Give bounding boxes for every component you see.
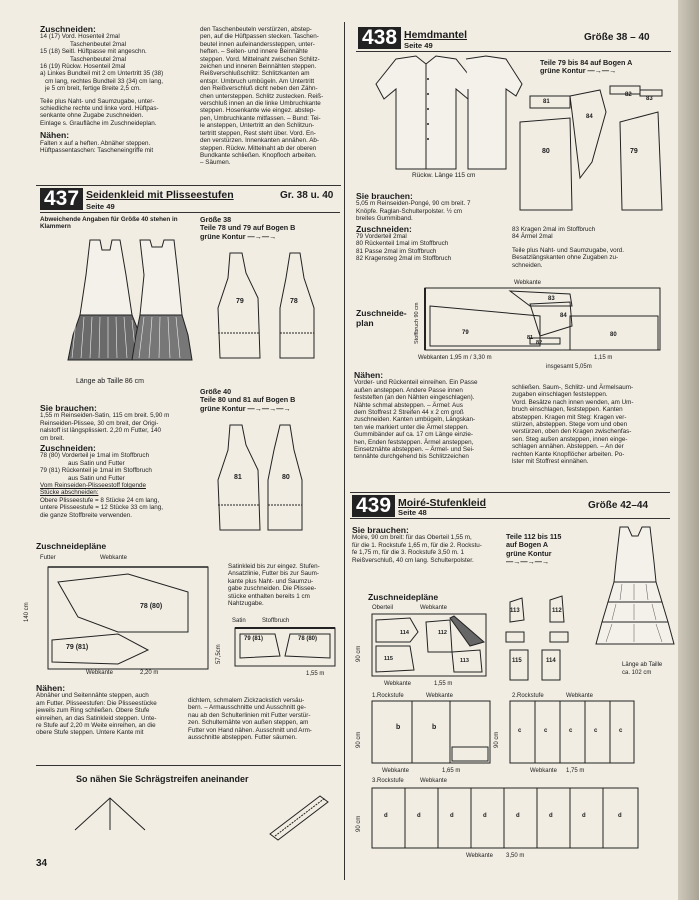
- model-size-439: Größe 42–44: [588, 500, 649, 511]
- rock1-width: 90 cm: [356, 731, 362, 748]
- line: senkante ohne Zugabe zuschneiden.: [40, 112, 144, 120]
- piece-label: 78: [290, 298, 298, 305]
- rock1-webkante-bottom: Webkante: [382, 768, 409, 774]
- materials-heading: Sie brauchen:: [356, 191, 413, 201]
- line: Knöpfe. Raglan-Schulterpolster. ½ cm: [356, 207, 463, 215]
- pattern-pieces-size-40: [200, 420, 340, 540]
- coat-length: Rückw. Länge 115 cm: [412, 172, 476, 179]
- line: – Säumen.: [200, 159, 231, 167]
- plan-heading: Zuschneide-: [356, 308, 407, 318]
- contour-arrows: ―→―→―→: [506, 557, 550, 567]
- line: 81 Passe 2mal im Stoffbruch: [356, 247, 437, 255]
- cutting-plan-oberteil: [370, 612, 490, 680]
- zuschneiden-list: [40, 33, 190, 92]
- materials-heading: Sie brauchen:: [352, 525, 409, 535]
- rock3-label: 3.Rockstufe: [372, 778, 404, 784]
- line: tennähte durchgehend bis Schlitzzeichen: [354, 453, 469, 461]
- size-40-block: [200, 388, 340, 413]
- piece-label: 114: [546, 658, 556, 664]
- line: lster mit Stoffrest einnähen.: [512, 458, 589, 466]
- satin-length-label: 1,55 m: [306, 671, 325, 677]
- line: zuschneiden. Kanten umbügeln, Längskan-: [354, 416, 476, 424]
- line: Besatzlängskanten ohne Zugaben zu-: [512, 254, 619, 262]
- line: verstürzen, oben den Kragen zwischenfas-: [512, 428, 632, 436]
- rock3-piece: d: [384, 813, 388, 819]
- line: 79 Vorderteil 2mal: [356, 233, 407, 241]
- satin-piece-label: 78 (80): [298, 636, 318, 642]
- line: zen. Schulternähte von außen steppen, am: [188, 719, 309, 727]
- line: Bundkante schließen. Knopfloch arbeiten.: [200, 151, 317, 159]
- rock2-width: 90 cm: [494, 731, 500, 748]
- oberteil-webkante-bottom: Webkante: [384, 681, 411, 687]
- line: Nähte schmal absteppen. – Ärmel: Aus: [354, 401, 463, 409]
- line: verschluß innen an die linke Umbruchkante: [200, 100, 321, 108]
- zuschneiden-heading: Zuschneiden:: [40, 24, 96, 34]
- plan-piece-label: 114: [400, 630, 409, 636]
- line: 83 Kragen 2mal im Stoffbruch: [512, 226, 596, 233]
- line: Moire, 90 cm breit: für das Oberteil 1,55 m,: [352, 534, 472, 542]
- size-38-parts: Teile 78 und 79 auf Bogen B: [200, 223, 296, 233]
- rock3-piece: d: [450, 813, 454, 819]
- cutting-plan-satin: [230, 626, 340, 670]
- size-38-block: [200, 216, 340, 241]
- line: am Futter. Plisseestufen: Die Plisseestücke: [36, 699, 157, 707]
- line: jeweils zum Ring schließen. Obere Stufe: [36, 707, 150, 715]
- line: steppen. Vord. Mittelnaht zwischen Schlitz-: [200, 55, 320, 63]
- rock3-webkante-bottom: Webkante: [466, 853, 493, 859]
- line: 79 (81) Rückenteil je 1mal im Stoffbruch: [40, 467, 152, 475]
- line: den Taschenbeuteln verstürzen, abstep-: [200, 26, 312, 33]
- zugabe-text: [40, 98, 190, 128]
- model-title-437: Seidenkleid mit Plisseestufen: [86, 189, 234, 201]
- line: steppen. Hosenkante wie eingez. abstep-: [200, 107, 316, 115]
- plan-webkante-label: Webkante: [100, 555, 127, 561]
- dress-length-437: Länge ab Taille 86 cm: [76, 378, 144, 385]
- line: gabe zuschneiden. Die Plissee-: [228, 585, 317, 593]
- line: sen. Steg außen ansteppen, innen einge-: [512, 435, 628, 443]
- line: chen untersteppen. Schlitz zustecken. Reiß-: [200, 92, 324, 100]
- size-note: Abweichende Angaben für Größe 40 stehen in Klammern: [40, 216, 178, 231]
- piece-label: 82: [625, 92, 632, 98]
- line: ausschnitte absteppen. Futter säumen.: [188, 734, 297, 742]
- line: bruch einschlagen, feststeppen. Kanten: [512, 406, 623, 414]
- line: außen ansteppen. Andere Passe innen: [354, 386, 463, 394]
- rock3-webkante: Webkante: [420, 778, 447, 784]
- divider: [36, 185, 341, 186]
- divider: [350, 492, 670, 493]
- line: Teile plus Naht- und Saumzugabe, vord.: [512, 246, 625, 254]
- plan-piece-label: 79 (81): [66, 644, 89, 651]
- line: Einlage s. Graufläche im Zuschneideplan.: [40, 119, 157, 127]
- cutting-heading: Zuschneiden:: [40, 443, 96, 454]
- line: bern. – Armausschnitte und Ausschnitt ge-: [188, 704, 306, 712]
- sewing-heading: Nähen:: [36, 683, 66, 693]
- line: den Reißverschluß dicht neben den Zähn-: [200, 85, 318, 93]
- line: steppen. Rückw. Mittelnaht ab der oberen: [200, 144, 317, 152]
- satin-note: [228, 563, 340, 607]
- rock2-length: 1,75 m: [566, 768, 585, 774]
- piece-label: 83: [646, 96, 653, 102]
- plan-piece-label: 78 (80): [140, 603, 163, 610]
- model-page-439: Seite 48: [398, 508, 427, 517]
- line: schneiden.: [512, 261, 543, 269]
- materials-heading: Sie brauchen:: [40, 403, 97, 413]
- plan-width-label: 140 cm: [24, 602, 30, 622]
- line: Reißverschlußschlitz: Schlitzkanten am: [200, 70, 310, 78]
- dress-illustration-439: [592, 522, 676, 650]
- line: absteppen. Kragen mit Steg: Kragen ver-: [512, 413, 627, 421]
- oberteil-length: 1,55 m: [434, 681, 453, 687]
- materials-439: [352, 527, 502, 564]
- contour-row: grüne Kontur ―→―→: [540, 66, 617, 76]
- satin-stoffbruch-label: Stoffbruch: [262, 618, 290, 624]
- column-divider: [344, 22, 345, 880]
- rock3-width: 90 cm: [356, 815, 362, 832]
- piece-label: 84: [586, 114, 593, 120]
- plan-length-label: 2,20 m: [140, 670, 159, 676]
- pattern-pieces-size-38: [200, 248, 340, 373]
- sewing-438-cont: [512, 384, 668, 465]
- parts-label: Teile 112 bis 115: [506, 532, 562, 541]
- line: beutel innen aufeinanderssteppen, unter-: [200, 40, 315, 48]
- piece-label: 115: [512, 658, 522, 664]
- size-40-title: Größe 40: [200, 387, 232, 396]
- contour-label: grüne Kontur: [200, 403, 246, 413]
- line: für die 1. Rockstufe 1,65 m, für die 2. Rockstu-: [352, 541, 482, 549]
- line: Vom Reinseiden-Plisseestoff folgende: [40, 482, 146, 490]
- line: pen, Umbruchkante mitfassen. – Bund: Tei-: [200, 114, 321, 122]
- dress-illustration-437: [40, 235, 200, 375]
- line: rechten Kante Knopflöcher arbeiten. Po-: [512, 450, 625, 458]
- rock1-webkante: Webkante: [426, 693, 453, 699]
- line: 14 (17) Vord. Hosenteil 2mal: [40, 33, 120, 41]
- plan-piece-label: 82: [536, 340, 543, 346]
- cutting-plan-heading-439: Zuschneidepläne: [368, 592, 439, 602]
- line: Taschenbeutel 2mal: [70, 40, 127, 48]
- line: 16 (19) Rückw. Hosenteil 2mal: [40, 63, 126, 71]
- model-title-439: Moiré-Stufenkleid: [398, 497, 487, 509]
- line: ten wie markiert unter die Ärmel steppen.: [354, 423, 469, 431]
- piece-label: 112: [552, 608, 562, 614]
- line: Vord. Besätze nach innen wenden, am Um-: [512, 398, 634, 406]
- line: Satinkleid bis zur eingez. Stufen-: [228, 563, 320, 570]
- line: 1,55 m Reinseiden-Satin, 115 cm breit. 5,90 m: [40, 412, 170, 420]
- parts-438: [540, 59, 675, 76]
- rock2-piece: c: [569, 728, 573, 734]
- sewing-438: [354, 372, 506, 461]
- plan-total-label: insgesamt 5,05m: [546, 364, 592, 370]
- naehen-heading: Nähen:: [40, 130, 70, 141]
- rock1-length: 1,65 m: [442, 768, 461, 774]
- bias-strip-title: So nähen Sie Schrägstreifen aneinander: [76, 774, 249, 784]
- piece-label: 113: [510, 608, 520, 614]
- cutting-heading: Zuschneiden:: [356, 223, 412, 234]
- piece-label: 79: [236, 298, 244, 305]
- model-number-437: 437: [40, 188, 83, 210]
- rock2-piece: c: [594, 728, 598, 734]
- line: Ansatzlinie, Futter bis zur Saum-: [228, 570, 319, 578]
- line: einreihen, an das Satinkleid steppen. Unte-: [36, 714, 157, 722]
- line: cm lang, rechtes Bundteil 33 (34) cm lang,: [45, 77, 163, 85]
- line: Abnäher und Seitennähte steppen, auch: [36, 692, 149, 700]
- line: nau ab den Schulterlinien mit Futter verstür-: [188, 711, 311, 719]
- rock3-piece: d: [618, 813, 622, 819]
- line: stürzen, absteppen. Stege vom und oben: [512, 421, 628, 429]
- line: 84 Ärmel 2mal: [512, 233, 553, 241]
- piece-label: 80: [542, 148, 550, 155]
- cutting-plan-rock1: [370, 699, 492, 767]
- rock3-piece: d: [582, 813, 586, 819]
- satin-width-label: 57,5cm: [216, 644, 222, 664]
- divider: [36, 765, 341, 766]
- model-page-437: Seite 49: [86, 202, 115, 211]
- cutting-plan-438: [420, 286, 665, 354]
- rock1-piece: b: [396, 724, 401, 731]
- line: zeichen und inneren Beinnähten steppen.: [200, 63, 317, 71]
- page-edge: [678, 0, 699, 900]
- line: Reinseiden-Plissee, 30 cm breit, der Origi-: [40, 419, 159, 427]
- line: Stücke abschneiden:: [40, 489, 99, 497]
- line: Teile plus Naht- und Saumzugabe, unter-: [40, 97, 155, 105]
- rock3-piece: d: [483, 813, 487, 819]
- line: Taschenbeutel 2mal: [70, 55, 127, 63]
- line: a) Linkes Bundteil mit 2 cm Untertritt 35 (38): [40, 70, 164, 78]
- length-439-value: ca. 102 cm: [622, 670, 652, 676]
- plan-webkante-label: Webkante: [514, 280, 541, 286]
- line: 5,05 m Reinseiden-Pongé, 90 cm breit. 7: [356, 200, 471, 208]
- plan-piece-label: 83: [548, 296, 555, 302]
- plan-stoffbruch-label: Stoffbruch 90 cm: [414, 302, 420, 344]
- oberteil-width: 90 cm: [356, 645, 362, 662]
- plan-futter-label: Futter: [40, 555, 56, 561]
- line: dichtem, schmalem Zickzackstich versäu-: [188, 697, 305, 704]
- cutting-plan-heading-437: Zuschneidepläne: [36, 541, 107, 551]
- sewing-heading: Nähen:: [354, 370, 384, 380]
- plan-heading-2: plan: [356, 318, 374, 328]
- contour-label: grüne Kontur: [506, 548, 552, 558]
- piece-label: 80: [282, 474, 290, 481]
- rock2-webkante-bottom: Webkante: [530, 768, 557, 774]
- oberteil-label: Oberteil: [372, 605, 394, 611]
- bias-strip-diagram: [70, 790, 340, 850]
- line: aus Satin und Futter: [68, 459, 125, 467]
- size-40-contour: grüne Kontur ―→―→―→: [200, 403, 291, 413]
- rock2-piece: c: [619, 728, 623, 734]
- line: fe 1,75 m, für die 3. Rockstufe 3,50 m. 1: [352, 549, 465, 557]
- contour-label: grüne Kontur: [540, 66, 586, 76]
- model-number-438: 438: [358, 27, 401, 49]
- line: Einsetznähte absteppen. – Ärmel- und Sei-: [354, 446, 475, 454]
- sewing-437: [36, 685, 188, 737]
- plan-115-label: 1,15 m: [594, 355, 613, 361]
- rock2-piece: c: [518, 728, 522, 734]
- line: stücke enthalten bereits 1 cm: [228, 592, 310, 600]
- model-title-438: Hemdmantel: [404, 29, 468, 41]
- plan-piece-label: 79: [462, 330, 469, 336]
- line: heften. – Seiten- und innere Beinnähte: [200, 48, 308, 56]
- line: die ganze Stoffbreite verwenden.: [40, 511, 132, 519]
- model-number-439: 439: [352, 495, 395, 517]
- divider: [350, 518, 670, 519]
- rock2-label: 2.Rockstufe: [512, 693, 544, 699]
- parts-439: [506, 533, 586, 567]
- size-38-title: Größe 38: [200, 215, 232, 224]
- line: 80 Rückenteil 1mal im Stoffbruch: [356, 240, 449, 248]
- line: 82 Kragensteg 2mal im Stoffbruch: [356, 255, 452, 263]
- line: Vorder- und Rückenteil einreihen. Ein Passe: [354, 379, 478, 387]
- materials-438: [356, 193, 506, 263]
- cutting-plan-heading-438: [356, 308, 407, 328]
- line: re Stufe auf 2,20 m Weite einreihen, an die: [36, 722, 156, 730]
- satin-piece-label: 79 (81): [244, 636, 264, 642]
- size-38-contour: grüne Kontur ―→―→: [200, 231, 277, 241]
- line: Futter von Hand nähen. Ausschnitt und Arm-: [188, 726, 312, 734]
- line: kante plus Naht- und Saumzu-: [228, 577, 314, 585]
- line: schlagen annähen. Absteppen. – An der: [512, 443, 624, 451]
- divider: [40, 212, 340, 213]
- line: Hüftpassentaschen: Tascheneingriffe mit: [40, 147, 154, 155]
- piece-label: 81: [234, 474, 242, 481]
- line: schiedliche rechte und linke vord. Hüftpas-: [40, 105, 159, 113]
- plan-webkante-bottom: Webkante: [86, 670, 113, 676]
- cutting-438-cont: [512, 226, 672, 269]
- contour-label: grüne Kontur: [200, 231, 246, 241]
- rock3-length: 3,50 m: [506, 853, 525, 859]
- plan-piece-label: 81: [527, 335, 534, 341]
- materials-437: [40, 405, 198, 519]
- piece-label: 81: [543, 99, 550, 105]
- top-mid-text: [200, 26, 348, 167]
- line: feststeften (an den Nähten eingeschlagen).: [354, 394, 475, 402]
- line: Falten x auf a heften. Abnäher steppen.: [40, 139, 151, 147]
- plan-piece-label: 112: [438, 630, 447, 636]
- line: zugaben einschlagen feststeppen.: [512, 391, 608, 399]
- piece-label: 79: [630, 148, 638, 155]
- parts-label: Teile 79 bis 84 auf Bogen A: [540, 58, 633, 67]
- divider: [356, 51, 671, 52]
- rock1-label: 1.Rockstufe: [372, 693, 404, 699]
- satin-label: Satin: [232, 618, 246, 624]
- rock2-piece: c: [544, 728, 548, 734]
- coat-illustration-438: [356, 54, 526, 182]
- length-439: Länge ab Taille: [622, 662, 663, 668]
- plan-piece-label: 115: [384, 656, 393, 662]
- line: Obere Plisseestufe = 8 Stücke 24 cm lang,: [40, 496, 160, 504]
- cutting-plan-rock3: [370, 786, 642, 852]
- line: dem Stoffrest 2 Streifen 44 x 2 cm groß: [354, 409, 464, 417]
- line: nalstoff ist längsplissiert. 2,20 m Futter, 140: [40, 427, 161, 435]
- model-size-438: Größe 38 – 40: [584, 32, 650, 43]
- oberteil-webkante: Webkante: [420, 605, 447, 611]
- rock3-piece: d: [417, 813, 421, 819]
- pattern-pieces-438: [510, 82, 670, 217]
- line: pen, auf die Hüftpassen stecken. Taschen-: [200, 33, 319, 41]
- line: entspr. Umbruch umbügeln. Am Untertritt: [200, 77, 315, 85]
- line: Nahtzugabe.: [228, 600, 264, 608]
- line: obere Stufe steppen. Untere Kante mit: [36, 729, 144, 737]
- top-left-text: [40, 26, 190, 155]
- line: aus Satin und Futter: [68, 474, 125, 482]
- line: untere Plisseestufe = 12 Stücke 33 cm lang,: [40, 504, 164, 512]
- line: den verstürzen. Innenkanten annähen. Ab-: [200, 137, 320, 145]
- cutting-plan-futter: [38, 562, 213, 674]
- sewing-437-cont: [188, 697, 340, 741]
- line: cm breit.: [40, 434, 65, 442]
- model-page-438: Seite 49: [404, 41, 433, 50]
- parts-label-2: auf Bogen A: [506, 540, 549, 550]
- line: hen, Enden feststeppen. Ärmel ansteppen,: [354, 438, 474, 446]
- size-40-parts: Teile 80 und 81 auf Bogen B: [200, 395, 296, 405]
- line: 15 (18) Seitl. Hüftpasse mit angeschn.: [40, 48, 147, 56]
- rock3-piece: d: [516, 813, 520, 819]
- plan-piece-label: 80: [610, 332, 617, 338]
- line: le ansteppen, Untertritt an den Schlitzun-: [200, 122, 315, 130]
- line: breites Gummiband.: [356, 215, 413, 223]
- line: tertritt steppen, Rest steht über. Vord. En-: [200, 129, 316, 137]
- rock1-piece: b: [432, 724, 437, 731]
- line: je 5 cm breit, fertige Breite 2,5 cm.: [45, 85, 141, 93]
- line: 78 (80) Vorderteil je 1mal im Stoffbruch: [40, 452, 150, 460]
- line: schließen. Saum-, Schlitz- und Ärmelsaum-: [512, 384, 634, 391]
- rock2-webkante: Webkante: [566, 693, 593, 699]
- plan-bottom-label: Webkanten 1,95 m / 3,30 m: [418, 355, 492, 361]
- line: Reißverschluß, 40 cm lang. Schulterpolster.: [352, 556, 474, 564]
- plan-piece-label: 84: [560, 313, 567, 319]
- page-number: 34: [36, 858, 48, 869]
- rock3-piece: d: [549, 813, 553, 819]
- model-size-437: Gr. 38 u. 40: [280, 190, 334, 201]
- line: Gummibänder auf ca. 17 cm Länge einzie-: [354, 431, 474, 439]
- plan-piece-label: 113: [460, 658, 469, 664]
